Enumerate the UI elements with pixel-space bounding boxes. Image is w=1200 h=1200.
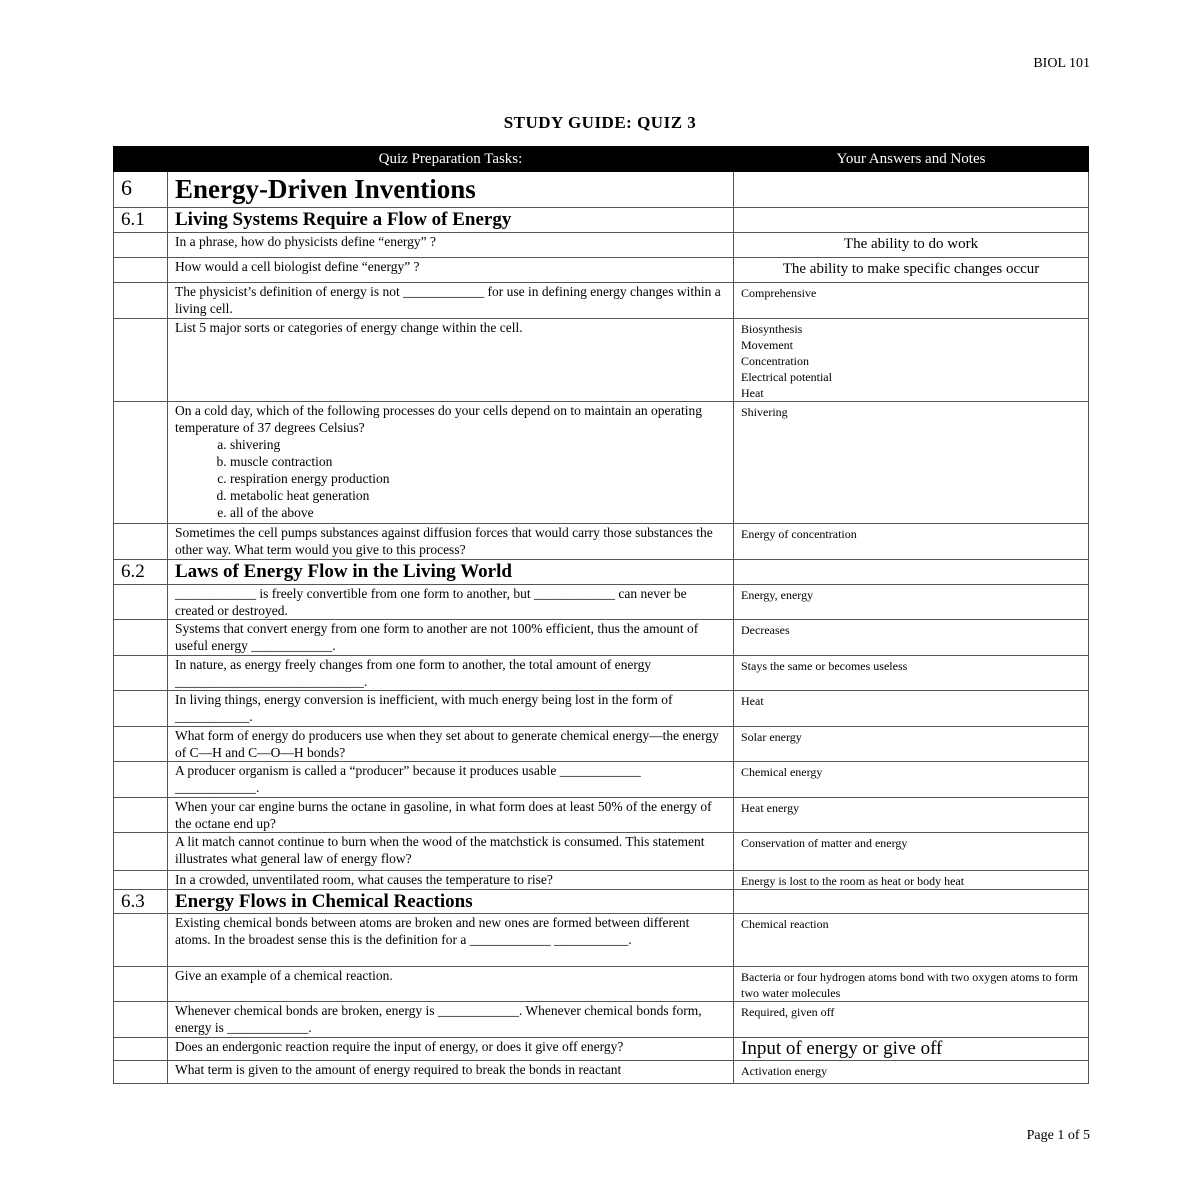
question-row	[114, 871, 1089, 890]
answer-cell[interactable]: The ability to do work	[734, 233, 1089, 258]
question-row	[114, 1061, 1089, 1084]
question-row	[114, 1038, 1089, 1061]
question-text: Does an endergonic reaction require the input of energy, or does it give off energy?	[175, 1039, 624, 1054]
section-title: Living Systems Require a Flow of Energy	[168, 208, 734, 233]
chapter-row	[114, 172, 1089, 208]
question-cell	[168, 258, 734, 283]
row-number-cell	[114, 691, 168, 727]
answer-cell[interactable]: Required, given off	[734, 1002, 1089, 1038]
row-number-cell	[114, 233, 168, 258]
chapter-number: 6	[114, 172, 168, 208]
section-row	[114, 208, 1089, 233]
chapter-title: Energy-Driven Inventions	[168, 172, 734, 208]
question-cell	[168, 967, 734, 1002]
row-number-cell	[114, 871, 168, 890]
section-number: 6.3	[114, 890, 168, 914]
answer-cell[interactable]: Input of energy or give off	[734, 1038, 1089, 1061]
section-number: 6.2	[114, 560, 168, 585]
question-text: How would a cell biologist define “energy” ?	[175, 259, 420, 274]
section-row	[114, 560, 1089, 585]
question-row	[114, 691, 1089, 727]
question-cell	[168, 319, 734, 402]
section-title: Laws of Energy Flow in the Living World	[168, 560, 734, 585]
tasks-header: Quiz Preparation Tasks:	[168, 147, 734, 172]
question-cell	[168, 727, 734, 762]
question-text: Systems that convert energy from one form to another are not 100% efficient, thus the amount of useful energy ____________.	[175, 621, 699, 653]
question-row	[114, 319, 1089, 402]
answer-cell[interactable]: The ability to make specific changes occur	[734, 258, 1089, 283]
study-guide-table	[113, 146, 1089, 1084]
section-number: 6.1	[114, 208, 168, 233]
answer-cell[interactable]: Heat	[734, 691, 1089, 727]
question-row	[114, 1002, 1089, 1038]
option-item: d. metabolic heat generation	[230, 487, 726, 504]
question-cell	[168, 233, 734, 258]
answer-cell[interactable]: Stays the same or becomes useless	[734, 656, 1089, 691]
question-row	[114, 402, 1089, 524]
answer-cell[interactable]: Heat energy	[734, 798, 1089, 833]
row-number-cell	[114, 283, 168, 319]
question-row	[114, 967, 1089, 1002]
row-number-cell	[114, 524, 168, 560]
question-cell	[168, 833, 734, 871]
question-cell	[168, 656, 734, 691]
question-cell	[168, 798, 734, 833]
answer-cell[interactable]: Bacteria or four hydrogen atoms bond with two oxygen atoms to form two water molecules	[734, 967, 1089, 1002]
question-row	[114, 833, 1089, 871]
section-answer-cell[interactable]	[734, 560, 1089, 585]
question-cell	[168, 620, 734, 656]
answer-cell[interactable]: Energy is lost to the room as heat or body heat	[734, 871, 1089, 890]
question-text: On a cold day, which of the following processes do your cells depend on to maintain an operating temperature of 37 degrees Celsius?	[175, 403, 702, 435]
section-row	[114, 890, 1089, 914]
row-number-cell	[114, 1038, 168, 1061]
row-number-cell	[114, 727, 168, 762]
option-item: c. respiration energy production	[230, 470, 726, 487]
row-number-cell	[114, 258, 168, 283]
question-row	[114, 914, 1089, 967]
question-text: Existing chemical bonds between atoms are broken and new ones are formed between different atoms. In the broadest sense this is the definition for a ____________ ___________.	[175, 915, 690, 947]
answer-cell[interactable]: Biosynthesis Movement Concentration Electrical potential Heat	[734, 319, 1089, 402]
course-code: BIOL 101	[1033, 56, 1090, 71]
question-text: The physicist’s definition of energy is not ____________ for use in defining energy changes within a living cell.	[175, 284, 721, 316]
question-cell	[168, 691, 734, 727]
question-row	[114, 656, 1089, 691]
row-number-cell	[114, 620, 168, 656]
row-number-cell	[114, 967, 168, 1002]
question-text: In living things, energy conversion is inefficient, with much energy being lost in the form of ___________.	[175, 692, 673, 724]
question-row	[114, 283, 1089, 319]
question-text: Whenever chemical bonds are broken, energy is ____________. Whenever chemical bonds form, energy is ____________.	[175, 1003, 702, 1035]
question-text: A lit match cannot continue to burn when the wood of the matchstick is consumed. This statement illustrates what general law of energy flow?	[175, 834, 705, 866]
question-text: In a crowded, unventilated room, what causes the temperature to rise?	[175, 872, 553, 887]
question-row	[114, 798, 1089, 833]
question-cell	[168, 402, 734, 524]
row-number-cell	[114, 1002, 168, 1038]
option-item: a. shivering	[230, 436, 726, 453]
question-row	[114, 620, 1089, 656]
question-text: What form of energy do producers use when they set about to generate chemical energy—the energy of C—H and C—O—H bonds?	[175, 728, 719, 760]
question-row	[114, 524, 1089, 560]
row-number-cell	[114, 585, 168, 620]
question-cell	[168, 871, 734, 890]
row-number-cell	[114, 833, 168, 871]
question-cell	[168, 524, 734, 560]
row-number-cell	[114, 319, 168, 402]
question-cell	[168, 1061, 734, 1084]
question-text: List 5 major sorts or categories of energy change within the cell.	[175, 320, 523, 335]
answer-cell[interactable]: Solar energy	[734, 727, 1089, 762]
question-cell	[168, 1038, 734, 1061]
question-row	[114, 727, 1089, 762]
question-text: In a phrase, how do physicists define “energy” ?	[175, 234, 437, 249]
row-number-cell	[114, 914, 168, 967]
answer-cell[interactable]: Chemical energy	[734, 762, 1089, 798]
question-cell	[168, 914, 734, 967]
answer-cell[interactable]: Decreases	[734, 620, 1089, 656]
question-text: ____________ is freely convertible from one form to another, but ____________ can never be created or destroyed.	[175, 586, 687, 618]
question-text: In nature, as energy freely changes from one form to another, the total amount of energy ____________________________.	[175, 657, 652, 689]
answer-cell[interactable]: Conservation of matter and energy	[734, 833, 1089, 871]
row-number-cell	[114, 762, 168, 798]
answers-header: Your Answers and Notes	[734, 147, 1089, 172]
page-title: STUDY GUIDE: QUIZ 3	[503, 113, 697, 132]
row-number-cell	[114, 1061, 168, 1084]
answer-cell[interactable]: Energy, energy	[734, 585, 1089, 620]
question-cell	[168, 283, 734, 319]
blank-header	[114, 147, 168, 172]
option-item: b. muscle contraction	[230, 453, 726, 470]
question-row	[114, 258, 1089, 283]
question-row	[114, 233, 1089, 258]
answer-cell[interactable]: Activation energy	[734, 1061, 1089, 1084]
answer-cell[interactable]: Energy of concentration	[734, 524, 1089, 560]
row-number-cell	[114, 402, 168, 524]
row-number-cell	[114, 656, 168, 691]
answer-cell[interactable]: Comprehensive	[734, 283, 1089, 319]
question-text: Sometimes the cell pumps substances against diffusion forces that would carry those substances the other way. What term would you give to this process?	[175, 525, 713, 557]
answer-cell[interactable]: Shivering	[734, 402, 1089, 524]
question-row	[114, 762, 1089, 798]
section-title: Energy Flows in Chemical Reactions	[168, 890, 734, 914]
question-row	[114, 585, 1089, 620]
answer-options	[175, 436, 726, 521]
chapter-answer-cell[interactable]	[734, 172, 1089, 208]
option-item: e. all of the above	[230, 504, 726, 521]
answer-cell[interactable]: Chemical reaction	[734, 914, 1089, 967]
question-text: When your car engine burns the octane in gasoline, in what form does at least 50% of the energy of the octane end up?	[175, 799, 712, 831]
question-cell	[168, 1002, 734, 1038]
section-answer-cell[interactable]	[734, 890, 1089, 914]
question-text: A producer organism is called a “producer” because it produces usable ____________ ____________.	[175, 763, 641, 795]
question-text: Give an example of a chemical reaction.	[175, 968, 393, 983]
question-text: What term is given to the amount of energy required to break the bonds in reactant	[175, 1062, 622, 1077]
question-cell	[168, 585, 734, 620]
page-number: Page 1 of 5	[1026, 1128, 1090, 1143]
question-cell	[168, 762, 734, 798]
section-answer-cell[interactable]	[734, 208, 1089, 233]
row-number-cell	[114, 798, 168, 833]
